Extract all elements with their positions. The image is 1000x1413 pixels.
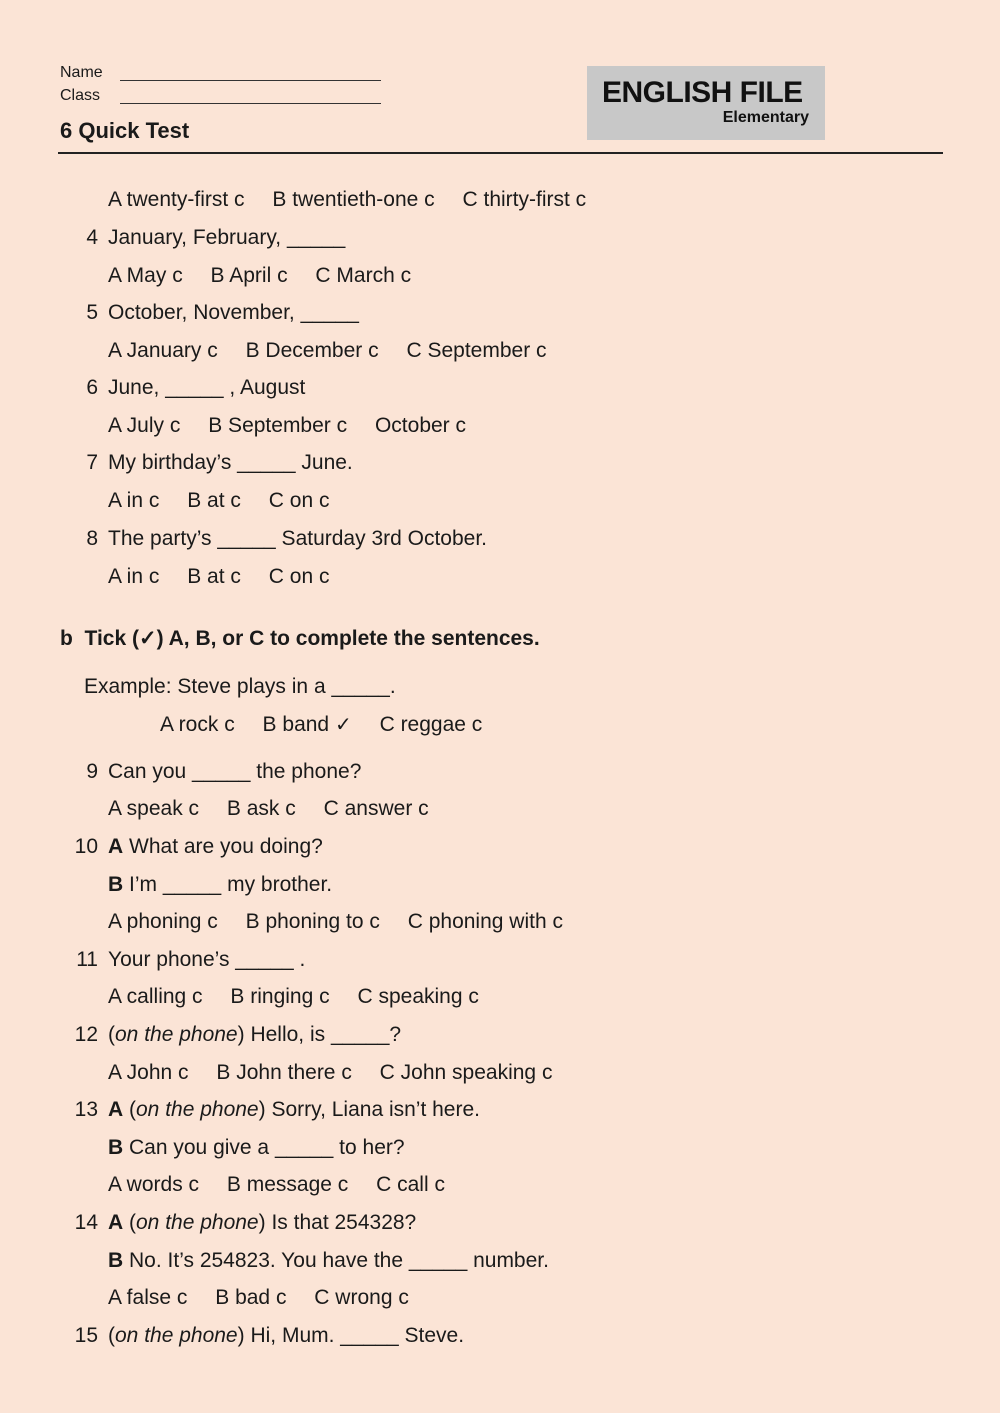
q8-option-c[interactable]: C on c: [268, 565, 330, 588]
q6-option-b[interactable]: B September c: [208, 414, 348, 437]
q4-option-b[interactable]: B April c: [210, 264, 288, 287]
q9-option-c[interactable]: C answer c: [323, 797, 429, 820]
tick-icon: ✓: [334, 714, 352, 736]
question-text: The party’s _____ Saturday 3rd October.: [108, 527, 488, 550]
q3-options: [108, 188, 586, 212]
logo-main-text: ENGLISH FILE: [602, 76, 803, 109]
q11-option-b[interactable]: B ringing c: [230, 985, 330, 1008]
question-14: 14 A (on the phone) Is that 254328?: [74, 1211, 417, 1234]
q6-option-a[interactable]: A July c: [108, 414, 181, 437]
q3-option-b[interactable]: B twentieth-one c: [272, 188, 435, 211]
q9-option-b[interactable]: B ask c: [226, 797, 296, 820]
q6-option-c[interactable]: October c: [374, 414, 467, 437]
q5-option-b[interactable]: B December c: [245, 339, 379, 362]
question-number: 10: [74, 835, 98, 858]
q3-option-a[interactable]: A twenty-first c: [108, 188, 245, 211]
q9-options: [108, 797, 429, 821]
q13-option-c[interactable]: C call c: [376, 1173, 445, 1196]
example-option-b[interactable]: [263, 712, 352, 737]
q10-option-b[interactable]: B phoning to c: [245, 910, 380, 933]
speaker-a: A: [108, 835, 124, 858]
q11-option-c[interactable]: C speaking c: [357, 985, 479, 1008]
q14-option-a[interactable]: A false c: [108, 1286, 188, 1309]
speaker-a: A: [108, 1098, 124, 1121]
line-a: What are you doing?: [129, 835, 323, 858]
question-number: 11: [76, 948, 98, 971]
q4-options: [108, 264, 411, 288]
section-instruction: Tick (✓) A, B, or C to complete the sentences.: [84, 627, 540, 650]
example-option-b-label: B band: [262, 713, 330, 736]
example-options: [160, 712, 482, 737]
question-number: 13: [74, 1098, 98, 1121]
english-file-logo: [587, 66, 825, 140]
question-15: 15 (on the phone) Hi, Mum. _____ Steve.: [74, 1324, 465, 1347]
question-number: 6: [86, 376, 98, 399]
page-title: 6 Quick Test: [60, 118, 190, 143]
class-label: Class: [60, 87, 101, 104]
name-label: Name: [60, 64, 103, 81]
line-b: No. It’s 254823. You have the _____ number.: [129, 1249, 549, 1272]
section-label: b: [60, 627, 73, 650]
q8-options: [108, 565, 329, 589]
q12-option-b[interactable]: B John there c: [216, 1061, 352, 1084]
q12-option-a[interactable]: A John c: [108, 1061, 189, 1084]
q14-option-c[interactable]: C wrong c: [314, 1286, 409, 1309]
question-text: ) Hello, is _____?: [237, 1023, 402, 1046]
example-option-a[interactable]: A rock c: [160, 713, 235, 736]
question-number: 8: [86, 527, 98, 550]
question-number: 7: [86, 451, 98, 474]
q8-option-b[interactable]: B at c: [187, 565, 241, 588]
question-11: [74, 948, 305, 972]
stage-direction: on the phone: [115, 1324, 238, 1347]
q3-option-c[interactable]: C thirty-first c: [462, 188, 587, 211]
q7-option-a[interactable]: A in c: [108, 489, 160, 512]
question-number: 5: [86, 301, 98, 324]
q12-options: [108, 1061, 552, 1085]
stage-direction: on the phone: [136, 1098, 259, 1121]
example-option-c[interactable]: C reggae c: [379, 713, 483, 736]
question-number: 14: [74, 1211, 98, 1234]
q7-option-b[interactable]: B at c: [187, 489, 241, 512]
header-divider: [58, 152, 943, 154]
speaker-a: A: [108, 1211, 124, 1234]
example-text: Example: Steve plays in a _____.: [84, 675, 396, 698]
question-4: [74, 226, 345, 250]
question-6: [74, 376, 305, 400]
question-number: 9: [86, 760, 98, 783]
line-a: ) Sorry, Liana isn’t here.: [258, 1098, 480, 1121]
question-text: January, February, _____: [108, 226, 346, 249]
q4-option-c[interactable]: C March c: [315, 264, 412, 287]
q13-options: [108, 1173, 445, 1197]
question-8: [74, 527, 487, 551]
q14-option-b[interactable]: B bad c: [215, 1286, 287, 1309]
stage-direction: on the phone: [136, 1211, 259, 1234]
question-10: [74, 835, 323, 859]
question-number: 4: [86, 226, 98, 249]
q13-option-b[interactable]: B message c: [226, 1173, 349, 1196]
question-7: [74, 451, 353, 475]
q10-option-a[interactable]: A phoning c: [108, 910, 218, 933]
question-5: [74, 301, 359, 325]
q12-option-c[interactable]: C John speaking c: [379, 1061, 553, 1084]
line-b: Can you give a _____ to her?: [129, 1136, 405, 1159]
question-9: [74, 760, 361, 784]
q4-option-a[interactable]: A May c: [108, 264, 183, 287]
speaker-b: B: [108, 1249, 124, 1272]
q14-options: [108, 1286, 409, 1310]
q7-option-c[interactable]: C on c: [268, 489, 330, 512]
q9-option-a[interactable]: A speak c: [108, 797, 200, 820]
q6-options: [108, 414, 466, 438]
question-text: ) Hi, Mum. _____ Steve.: [237, 1324, 465, 1347]
stage-direction: on the phone: [115, 1023, 238, 1046]
question-13: 13 A (on the phone) Sorry, Liana isn’t here.: [74, 1098, 480, 1121]
q10-options: [108, 910, 563, 934]
q10-option-c[interactable]: C phoning with c: [407, 910, 563, 933]
q13-option-a[interactable]: A words c: [108, 1173, 200, 1196]
q11-option-a[interactable]: A calling c: [108, 985, 203, 1008]
q14-line-b: [108, 1249, 549, 1273]
q5-options: [108, 339, 547, 363]
logo-sub-text: Elementary: [722, 109, 809, 126]
q11-options: [108, 985, 479, 1009]
question-12: 12 (on the phone) Hello, is _____?: [74, 1023, 402, 1046]
q7-options: [108, 489, 329, 513]
speaker-b: B: [108, 1136, 124, 1159]
section-b-heading: [60, 626, 540, 651]
q13-line-b: [108, 1136, 405, 1160]
class-field[interactable]: [120, 89, 381, 109]
name-field[interactable]: [120, 66, 381, 86]
question-text: Can you _____ the phone?: [108, 760, 362, 783]
q5-option-c[interactable]: C September c: [406, 339, 547, 362]
question-text: Your phone’s _____ .: [108, 948, 306, 971]
question-text: June, _____ , August: [108, 376, 306, 399]
q10-line-b: [108, 873, 332, 897]
question-text: My birthday’s _____ June.: [108, 451, 353, 474]
speaker-b: B: [108, 873, 124, 896]
question-number: 12: [74, 1023, 98, 1046]
line-b: I’m _____ my brother.: [129, 873, 333, 896]
q8-option-a[interactable]: A in c: [108, 565, 160, 588]
question-number: 15: [74, 1324, 98, 1347]
q5-option-a[interactable]: A January c: [108, 339, 218, 362]
line-a: ) Is that 254328?: [258, 1211, 417, 1234]
question-text: October, November, _____: [108, 301, 359, 324]
